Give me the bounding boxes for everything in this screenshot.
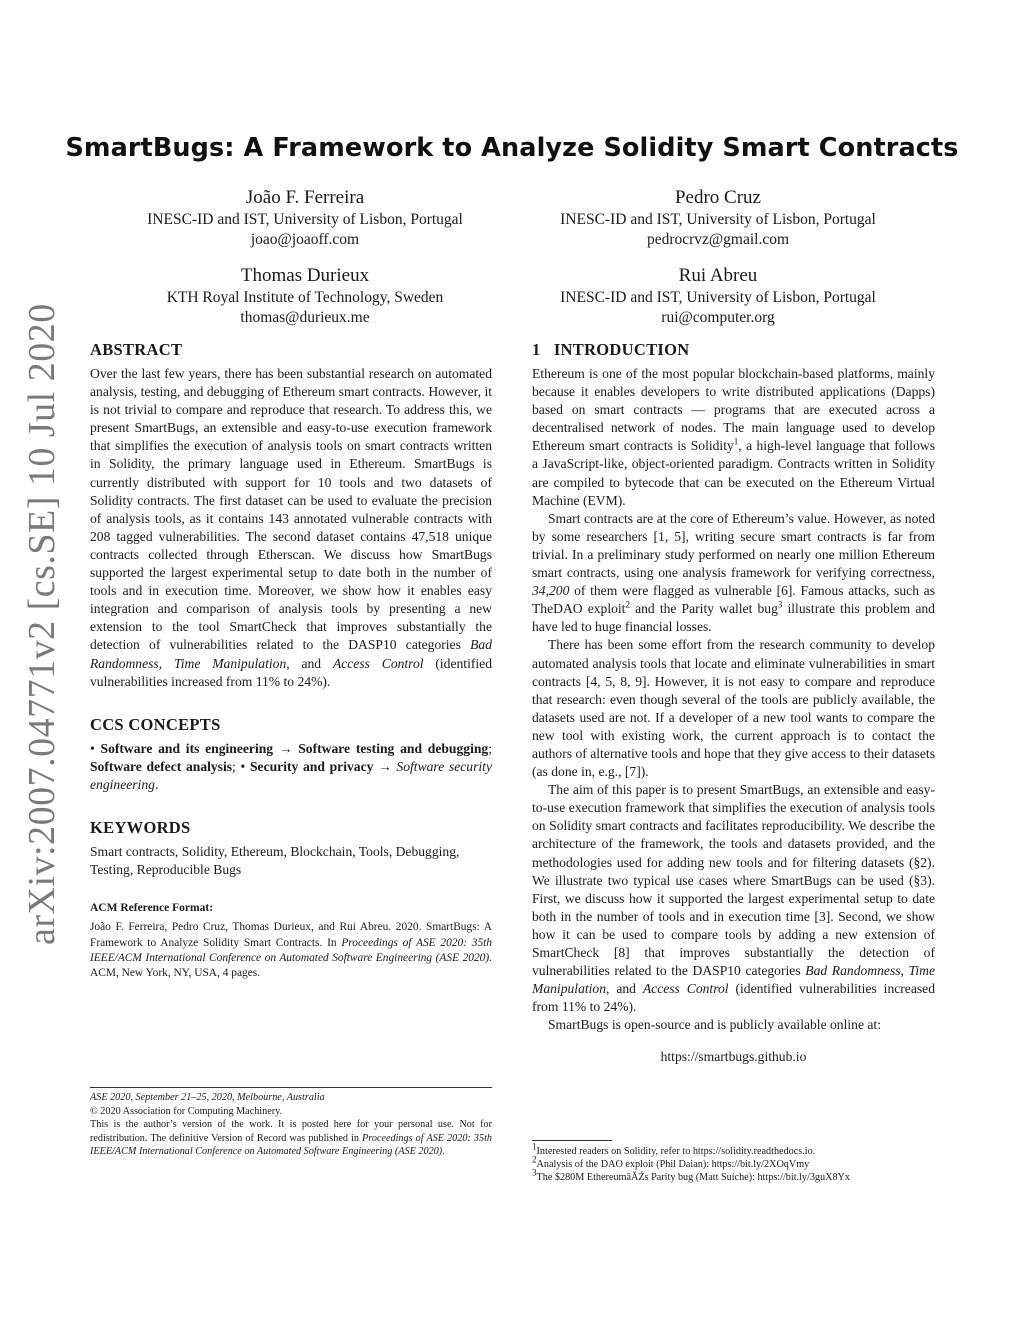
copyright-line: © 2020 Association for Computing Machinery. <box>90 1105 283 1117</box>
footnote-ref: 1 <box>733 436 739 447</box>
author-affiliation: INESC-ID and IST, University of Lisbon, Portugal <box>560 211 876 228</box>
intro-paragraph-4: The aim of this paper is to present SmartBugs, an extensible and easy-to-use execution framework that simplifies the execution of analysis tools on Solidity smart contracts and facilitates reproducibility. We describe the architecture of the framework, the tools and datasets provided, and the methodologies used for adding new tools and for filtering datasets (§2). We illustrate two typical use cases where SmartBugs can be used (§3). First, we discuss how it supported the largest experimental setup to date both in the number of tools and in execution time [3]. Second, we show how it can be used to compare tools by adding a new extension of SmartCheck [8] that improves substantially the detection of vulnerabilities related to the DASP10 categories Bad Randomness, Time Manipulation, and Access Control (identified vulnerabilities increased from 11% to 24%). <box>532 782 936 1015</box>
ccs-concepts: • Software and its engineering → Software testing and debugging; Software defect analysis; • Security and privacy → Software security engineering. <box>90 740 492 792</box>
footnote-2: $^2$Analysis of the DAO exploit (Phil Daian): https://bit.ly/2XOqVmy <box>532 1154 810 1170</box>
abstract-heading: ABSTRACT <box>90 340 183 359</box>
author-block-3 <box>65 264 545 328</box>
footnotes <box>532 1141 942 1184</box>
author-name: João F. Ferreira <box>245 187 365 208</box>
intro-paragraph-1: Ethereum is one of the most popular blockchain-based platforms, mainly because it enables developers to write distributed applications (Dapps) based on smart contracts — programs that are executed across a decentralised network of nodes. The main language used to develop Ethereum smart contracts is Solidity$^1$, a high-level language that follows a JavaScript-like, object-oriented paradigm. Contracts written in Solidity are compiled to bytecode that can be executed on the Ethereum Virtual Machine (EVM). <box>532 366 935 508</box>
author-email: thomas@durieux.me <box>240 309 370 326</box>
arxiv-stamp: arXiv:2007.04771v2 [cs.SE] 10 Jul 2020 <box>21 303 63 945</box>
intro-paragraph-2: Smart contracts are at the core of Ethereum’s value. However, as noted by some researchers [1, 5], writing secure smart contracts is far from trivial. In a preliminary study performed on nearly one million Ethereum smart contracts, using one analysis framework for verifying correctness, 34,200 of them were flagged as vulnerable [6]. Famous attacks, such as TheDAO exploit$^2$ and the Parity wallet bug$^3$ illustrate this problem and have led to huge financial losses. <box>532 510 935 635</box>
acm-reference-heading: ACM Reference Format: <box>90 902 214 915</box>
author-email: pedrocrvz@gmail.com <box>646 231 790 248</box>
abstract-text: Over the last few years, there has been substantial research on automated analysis, testing, and debugging of Ethereum smart contracts. However, it is not trivial to compare and reproduce that research. To address this, we present SmartBugs, an extensible and easy-to-use execution framework that simplifies the execution of analysis tools on smart contracts written in Solidity, the primary language used in Ethereum. SmartBugs is currently distributed with support for 10 tools and two datasets of Solidity contracts. The first dataset can be used to evaluate the precision of analysis tools, as it contains 143 annotated vulnerable contracts with 208 tagged vulnerabilities. The second dataset contains 47,518 unique contracts collected through Etherscan. We discuss how SmartBugs supported the largest experimental setup to date both in the number of tools and in execution time. Moreover, we show how it enables easy integration and comparison of analysis tools by presenting a new extension to the tool SmartCheck that improves substantially the detection of vulnerabilities related to the DASP10 categories Bad Randomness, Time Manipulation, and Access Control (identified vulnerabilities increased from 11% to 24%). <box>90 366 492 689</box>
footnote-3: $^3$The $280M EthereumâĂŹs Parity bug (Matt Suiche): https://bit.ly/3guX8Yx <box>532 1167 851 1183</box>
author-affiliation: INESC-ID and IST, University of Lisbon, Portugal <box>560 289 876 306</box>
author-email: rui@computer.org <box>661 309 775 326</box>
author-block-1 <box>65 186 545 250</box>
paper-title: SmartBugs: A Framework to Analyze Solidity Smart Contracts <box>65 133 959 163</box>
author-name: Pedro Cruz <box>674 187 761 208</box>
keywords-heading: KEYWORDS <box>90 817 191 837</box>
footnote-1: $^1$Interested readers on Solidity, refer to https://solidity.readthedocs.io. <box>532 1141 816 1157</box>
left-column <box>90 340 492 981</box>
footnote-ref: 2 <box>625 599 630 610</box>
footer-rule <box>90 1087 492 1088</box>
author-block-2 <box>478 186 958 250</box>
footnote-ref: 3 <box>777 599 783 610</box>
introduction-heading: 1 INTRODUCTION <box>532 340 690 359</box>
intro-paragraph-3: There has been some effort from the research community to develop automated analysis tools that locate and eliminate vulnerabilities in smart contracts [4, 5, 8, 9]. However, it is not easy to compare and reproduce that research: even though several of the tools are publicly available, the datasets used are not. If a developer of a new tool wants to compare the new tool with existing work, the current approach is to contact the authors of alternative tools and hope that they give access to their datasets (as done in, e.g., [7]). <box>532 637 935 780</box>
conference-line: ASE 2020, September 21–25, 2020, Melbourne, Australia <box>90 1092 325 1103</box>
right-column <box>532 340 935 1067</box>
author-block-4 <box>478 264 958 328</box>
author-affiliation: KTH Royal Institute of Technology, Sweden <box>166 289 444 306</box>
intro-paragraph-5: SmartBugs is open-source and is publicly available online at: <box>548 1017 881 1033</box>
ccs-heading: CCS CONCEPTS <box>90 714 221 734</box>
author-affiliation: INESC-ID and IST, University of Lisbon, Portugal <box>147 211 463 228</box>
author-version-notice: This is the author’s version of the work. It is posted here for your personal use. Not for redistribution. The definitive Version of Record was published in Proceedings of ASE 2020: 35th IEEE/ACM International Conference on Automated Software Engineering (ASE 2020). <box>90 1119 493 1157</box>
copyright-footer <box>90 1091 492 1159</box>
author-name: Rui Abreu <box>678 265 758 286</box>
author-email: joao@joaoff.com <box>250 231 360 248</box>
author-name: Thomas Durieux <box>240 265 370 286</box>
project-url[interactable]: https://smartbugs.github.io <box>660 1049 807 1065</box>
acm-reference-text: João F. Ferreira, Pedro Cruz, Thomas Durieux, and Rui Abreu. 2020. SmartBugs: A Framework to Analyze Solidity Smart Contracts. In Proceedings of ASE 2020: 35th IEEE/ACM International Conference on Automated Software Engineering (ASE 2020). ACM, New York, NY, USA, 4 pages. <box>90 921 492 980</box>
keywords-text: Smart contracts, Solidity, Ethereum, Blockchain, Tools, Debugging, Testing, Reproducible Bugs <box>90 843 460 878</box>
footnote-rule <box>532 1140 612 1141</box>
